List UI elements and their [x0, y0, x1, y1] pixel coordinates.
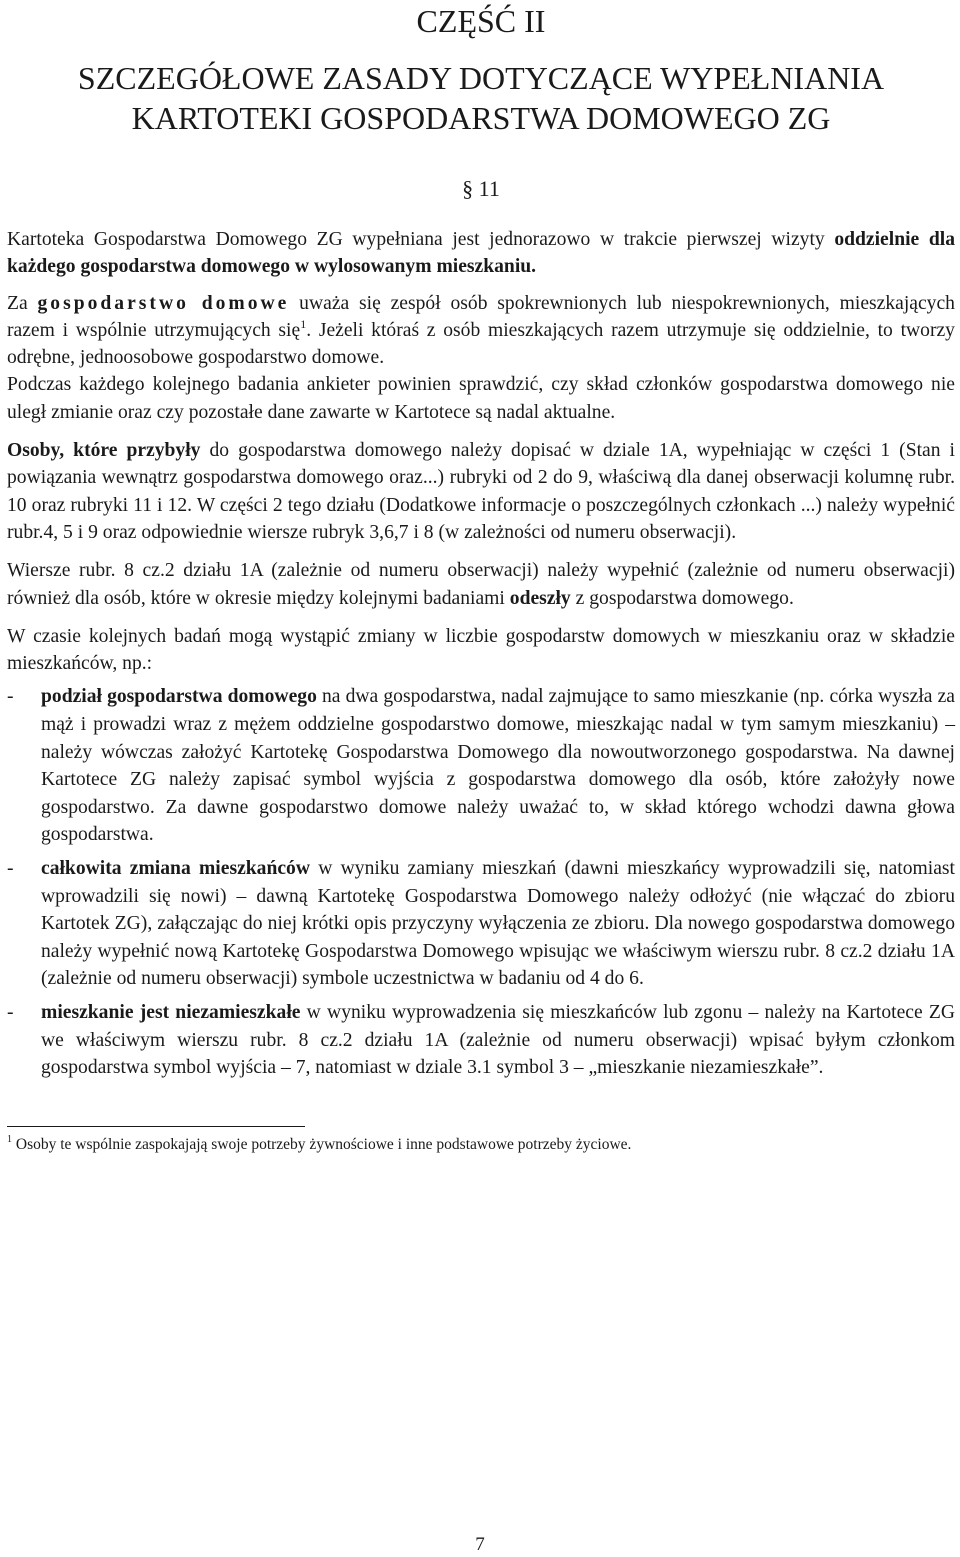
list-item-text: w wyniku wyprowadzenia się mieszkańców lub zgonu – należy na Kartotece ZG we właściwym wierszu rubr. 8 cz.2 działu 1A (zależnie od numeru obserwacji) wpisać byłym członkom gospodarstwa symbol wyjścia – 7, natomiast w dziale 3.1 symbol 3 – „mieszkanie niezamieszkałe”.	[41, 1001, 955, 1079]
page-number: 7	[475, 1534, 485, 1555]
document-page	[7, 0, 955, 1155]
term-gospodarstwo-domowe: gospodarstwo domowe	[37, 292, 290, 314]
list-item-bold: mieszkanie jest niezamieszkałe	[41, 1001, 301, 1023]
list-item	[7, 855, 955, 993]
p5-text-1: Wiersze rubr. 8 cz.2 działu 1A (zależnie od numeru obserwacji) należy wypełnić (zależnie od numeru obserwacji) również dla osób, które w okresie między kolejnymi badaniami	[7, 560, 955, 609]
p5-text-2: z gospodarstwa domowego.	[570, 587, 794, 609]
p4-bold: Osoby, które przybyły	[7, 440, 201, 462]
p5-bold: odeszły	[509, 587, 571, 609]
list-item-text: na dwa gospodarstwa, nadal zajmujące to samo mieszkanie (np. córka wyszła za mąż i prowadzi wraz z mężem oddzielne gospodarstwo domowe, mieszkając nadal w tym samym mieszkaniu) – należy wówczas założyć Kartotekę Gospodarstwa Domowego dla nowoutworzonego gospodarstwa. Na dawnej Kartotece ZG należy zapisać symbol wyjścia z gospodarstwa domowego dla osób, które założyły nowe gospodarstwo. Za dawne gospodarstwo domowe należy uważać to, w skład którego wchodzi dawna głowa gospodarstwa.	[41, 686, 955, 846]
list-item-text: w wyniku zamiany mieszkań (dawni mieszkańcy wyprowadzili się, natomiast wprowadzili się nowi) – dawną Kartotekę Gospodarstwa Domowego należy odłożyć (nie włączać do zbioru Kartotek ZG), załączając do niej krótki opis przyczyny wyłączenia ze zbioru. Dla nowego gospodarstwa domowego należy wypełnić nową Kartotekę Gospodarstwa Domowego wpisując we właściwym wierszu rubr. 8 cz.2 działu 1A (zależnie od numeru obserwacji) symbole uczestnictwa w badaniu od 4 do 6.	[41, 858, 955, 990]
main-title	[7, 58, 955, 138]
p2-text-2: uważa się zespół osób spokrewnionych lub niespokrewnionych, mieszkających razem i wspólnie utrzymujących się	[7, 292, 955, 341]
footnote-separator	[7, 1126, 305, 1127]
paragraph-kartoteka	[7, 226, 955, 281]
p4-text: do gospodarstwa domowego należy dopisać w dziale 1A, wypełniając w części 1 (Stan i powiązania wewnątrz gospodarstwa domowego oraz...) rubryki od 2 do 9, właściwą dla danej obserwacji kolumnę rubr. 10 oraz rubryki 11 i 12. W części 2 tego działu (Dodatkowe informacje o poszczególnych członkach ...) należy wypełnić rubr.4, 5 i 9 oraz odpowiednie wiersze rubryk 3,6,7 i 8 (w zależności od numeru obserwacji).	[7, 440, 955, 543]
paragraph-zmiany: W czasie kolejnych badań mogą wystąpić zmiany w liczbie gospodarstw domowych w mieszkaniu oraz w składzie mieszkańców, np.:	[7, 625, 955, 675]
section-number: § 11	[462, 176, 500, 201]
dash-mark: -	[7, 1001, 14, 1023]
part-title: CZĘŚĆ II	[416, 3, 546, 39]
dash-mark: -	[7, 686, 14, 708]
main-title-line-2: KARTOTEKI GOSPODARSTWA DOMOWEGO ZG	[131, 100, 831, 136]
paragraph-definition	[7, 290, 955, 372]
changes-list	[7, 683, 955, 1081]
list-item	[7, 683, 955, 849]
list-item	[7, 999, 955, 1082]
main-title-line-1: SZCZEGÓŁOWE ZASADY DOTYCZĄCE WYPEŁNIANIA	[77, 60, 885, 96]
paragraph-podczas: Podczas każdego kolejnego badania ankieter powinien sprawdzić, czy skład członków gospodarstwa domowego nie uległ zmianie oraz czy pozostałe dane zawarte w Kartotece są nadal aktualne.	[7, 374, 955, 423]
paragraph-wiersze	[7, 557, 955, 612]
dash-mark: -	[7, 858, 14, 880]
list-item-bold: podział gospodarstwa domowego	[41, 686, 317, 708]
list-item-bold: całkowita zmiana mieszkańców	[41, 858, 311, 880]
p1-bold: oddzielnie dla każdego gospodarstwa domowego w wylosowanym mieszkaniu.	[7, 229, 955, 278]
footnote-reference: 1	[300, 316, 307, 331]
p1-text: Kartoteka Gospodarstwa Domowego ZG wypełniana jest jednorazowo w trakcie pierwszej wizyty	[7, 229, 835, 250]
footnote	[7, 1135, 955, 1155]
footnote-number: 1	[7, 1133, 12, 1145]
footnote-text: Osoby te wspólnie zaspokajają swoje potrzeby żywnościowe i inne podstawowe potrzeby życiowe.	[12, 1135, 632, 1153]
p2-text-3: . Jeżeli któraś z osób mieszkających razem utrzymuje się oddzielnie, to tworzy odrębne, jednoosobowe gospodarstwo domowe.	[7, 319, 955, 369]
p2-text-1: Za	[7, 292, 38, 314]
paragraph-osoby	[7, 437, 955, 546]
